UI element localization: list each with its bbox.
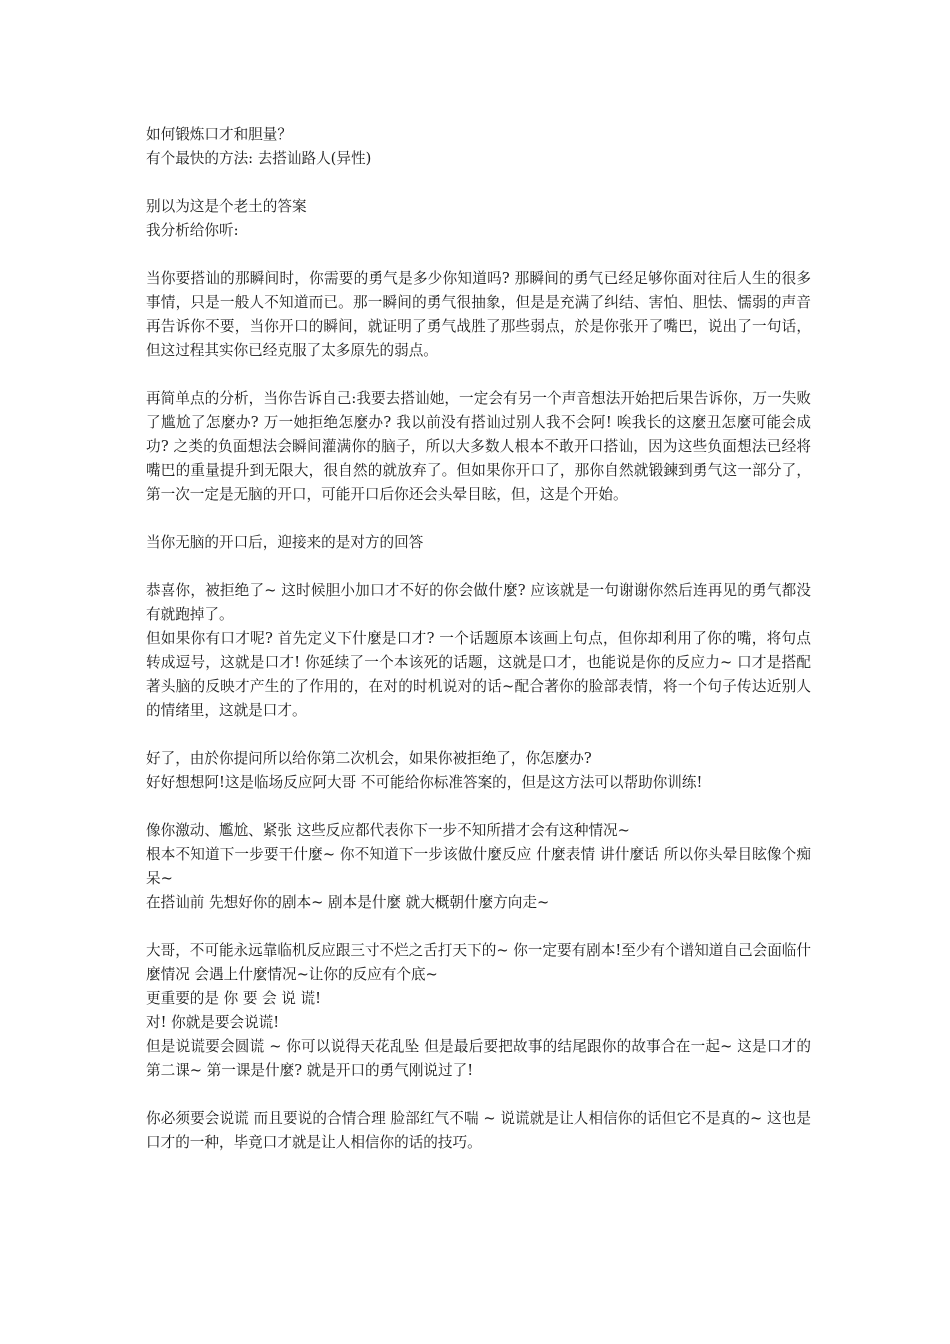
blank-line <box>146 723 811 747</box>
text-line: 在搭讪前 先想好你的剧本~ 剧本是什麼 就大概朝什麼方向走~ <box>146 894 550 911</box>
text-line: 更重要的是 你 要 会 说 谎! <box>146 990 321 1007</box>
text-line: 好好想想阿!这是临场反应阿大哥 不可能给你标准答案的，但是这方法可以帮助你训练! <box>146 774 703 791</box>
text-line: 对! 你就是要会说谎! <box>146 1014 280 1031</box>
paragraph: 恭喜你，被拒绝了~ 这时候胆小加口才不好的你会做什麼? 应该就是一句谢谢你然后连再见的勇气都没有就跑掉了。 <box>146 582 811 623</box>
blank-line <box>146 1083 811 1107</box>
blank-line <box>146 555 811 579</box>
question-title: 如何锻炼口才和胆量？ <box>146 126 292 143</box>
paragraph: 当你要搭讪的那瞬间时，你需要的勇气是多少你知道吗? 那瞬间的勇气已经足够你面对往后人生的很多事情，只是一般人不知道而已。那一瞬间的勇气很抽象，但是是充满了纠结、害怕、胆怯、懦弱的声音再告诉你不要，当你开口的瞬间，就证明了勇气战胜了那些弱点，於是你张开了嘴巴，说出了一句话，但这过程其实你已经克服了太多原先的弱点。 <box>146 270 811 359</box>
text-line: 当你无脑的开口后，迎接来的是对方的回答 <box>146 534 424 551</box>
paragraph: 根本不知道下一步要干什麼~ 你不知道下一步该做什麼反应 什麼表情 讲什麼话 所以你头晕目眩像个痴呆~ <box>146 846 811 887</box>
blank-line <box>146 363 811 387</box>
blank-line <box>146 243 811 267</box>
blank-line <box>146 507 811 531</box>
document-body <box>146 123 811 1155</box>
paragraph: 你必须要会说谎 而且要说的合情合理 脸部红气不喘 ~ 说谎就是让人相信你的话但它不是真的~ 这也是口才的一种，毕竟口才就是让人相信你的话的技巧。 <box>146 1110 811 1151</box>
text-line: 好了，由於你提问所以给你第二次机会，如果你被拒绝了，你怎麼办? <box>146 750 592 767</box>
blank-line <box>146 171 811 195</box>
answer-line: 有个最快的方法: 去搭讪路人(异性) <box>146 150 372 167</box>
blank-line <box>146 915 811 939</box>
text-line: 像你激动、尷尬、紧张 这些反应都代表你下一步不知所措才会有这种情况~ <box>146 822 630 839</box>
paragraph: 大哥，不可能永远靠临机反应跟三寸不烂之舌打天下的~ 你一定要有剧本!至少有个谱知道自己会面临什麼情况 会遇上什麼情况~让你的反应有个底~ <box>146 942 811 983</box>
paragraph: 但如果你有口才呢? 首先定义下什麼是口才? 一个话题原本该画上句点，但你却利用了你的嘴，将句点转成逗号，这就是口才! 你延续了一个本该死的话题，这就是口才，也能说是你的反应力~ 口才是搭配著头脑的反映才产生的了作用的，在对的时机说对的话~配合著你的脸部表情，将一个句子传达近别人的情绪里，这就是口才。 <box>146 630 811 719</box>
paragraph: 再简单点的分析，当你告诉自己:我要去搭讪她，一定会有另一个声音想法开始把后果告诉你，万一失败了尴尬了怎麼办? 万一她拒绝怎麼办? 我以前没有搭讪过别人我不会阿! 唉我长的这麼丑怎麼可能会成功? 之类的负面想法会瞬间灌满你的脑子，所以大多数人根本不敢开口搭讪，因为这些负面想法已经将嘴巴的重量提升到无限大，很自然的就放弃了。但如果你开口了，那你自然就锻鍊到勇气这一部分了，第一次一定是无脑的开口，可能开口后你还会头晕目眩，但，这是个开始。 <box>146 390 811 503</box>
blank-line <box>146 795 811 819</box>
paragraph: 但是说谎要会圆谎 ~ 你可以说得天花乱坠 但是最后要把故事的结尾跟你的故事合在一起~ 这是口才的第二课~ 第一课是什麼? 就是开口的勇气刚说过了! <box>146 1038 811 1079</box>
text-line: 我分析给你听: <box>146 222 239 239</box>
text-line: 别以为这是个老土的答案 <box>146 198 307 215</box>
